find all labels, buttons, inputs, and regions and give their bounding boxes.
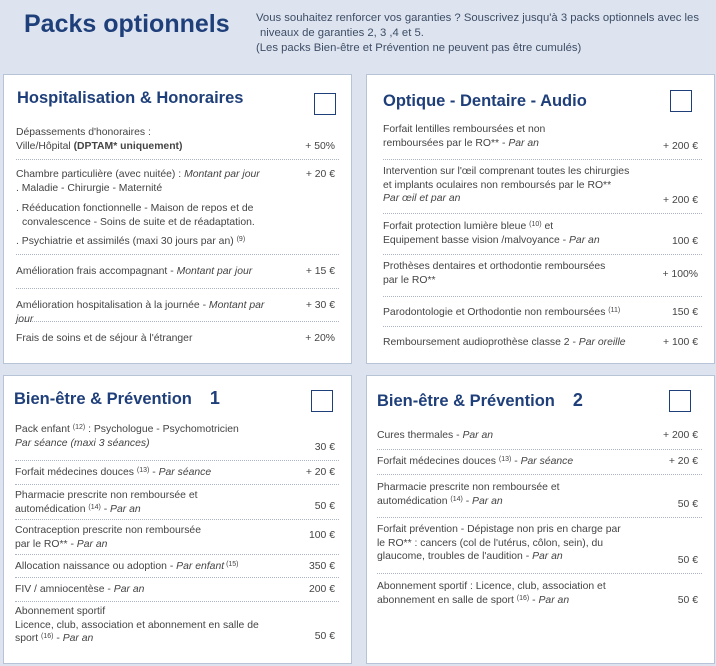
value: 30 € [314,441,335,453]
value: 150 € [671,307,698,318]
intro-line-3: (Les packs Bien-être et Prévention ne peuvent pas être cumulés) [256,42,582,54]
value: + 20 € [305,169,335,180]
list-item: Forfait lentilles remboursées et non remboursées par le RO** - Par an + 200 € [383,123,702,160]
list-item: Intervention sur l'œil comprenant toutes les chirurgies et implants oculaires non remboursés par le RO** Par œil et par an + 200 € [383,160,702,214]
value: 100 € [671,235,698,247]
list-item: Pharmacie prescrite non remboursée et automédication $^{(14)}$ - Par an 50 € [15,485,339,520]
value: + 20 € [305,467,335,478]
value: + 100% [662,269,698,280]
value: 50 € [314,500,335,512]
list-item: Abonnement sportif Licence, club, association et abonnement en salle de sport $^{(16)}$ - Par an 50 € [15,606,335,644]
list-item: Allocation naissance ou adoption - Par enfant $^{(15)}$ 350 € [15,555,339,578]
value: 50 € [677,595,698,606]
list-item: Chambre particulière (avec nuitée) : Montant par jour . Maladie - Chirurgie - Maternité . Rééducation fonctionnelle - Maison de repos et de convalescence - Soins de suite et de réadaptation. . Psychiatrie et assimilés (maxi 30 jours par an) $^{(9)}$ + 20 € [16,160,339,255]
page-header [0,0,716,70]
panel-title: Optique - Dentaire - Audio [383,92,587,110]
bien-etre-1-panel [3,375,352,664]
panel-title: Bien-être & Prévention 2 [377,390,583,410]
value: + 200 € [663,140,698,152]
value: + 50% [305,140,335,152]
bien-etre-2-checkbox-icon[interactable] [669,390,691,412]
value: + 200 € [663,430,698,441]
value: 100 € [308,530,335,541]
list-item: Amélioration hospitalisation à la journée - Montant par jour + 30 € [16,289,339,322]
list-item: Pharmacie prescrite non remboursée et automédication $^{(14)}$ - Par an 50 € [377,475,702,518]
list-item: Dépassements d'honoraires : Ville/Hôpital (DPTAM* uniquement) + 50% [16,123,339,160]
list-item: Parodontologie et Orthodontie non remboursées $^{(11)}$ 150 € [383,297,702,327]
list-item: FIV / amniocentèse - Par an 200 € [15,578,339,602]
list-item: Cures thermales - Par an + 200 € [377,426,702,450]
list-item: Forfait médecines douces $^{(13)}$ - Par séance + 20 € [15,461,339,485]
pack-number: 2 [572,390,583,410]
list-item: Remboursement audioprothèse classe 2 - Par oreille + 100 € [383,337,698,348]
pack-number: 1 [209,388,220,408]
value: 200 € [308,584,335,595]
list-item: Forfait prévention - Dépistage non pris en charge par le RO** : cancers (col de l'utérus, côlon, sein), du glaucome, troubles de l'audition - Par an 50 € [377,518,702,574]
value: + 20 € [668,456,698,467]
value: 350 € [308,561,335,572]
value: 50 € [314,630,335,642]
value: 50 € [677,554,698,566]
bien-etre-1-checkbox-icon[interactable] [311,390,333,412]
list-item: Abonnement sportif : Licence, club, association et abonnement en salle de sport $^{(16)}$ - Par an 50 € [377,581,698,606]
value: + 30 € [305,300,335,311]
list-item: Forfait protection lumière bleue $^{(10)}$ et Equipement basse vision /malvoyance - Par an 100 € [383,214,702,255]
optique-checkbox-icon[interactable] [670,90,692,112]
bien-etre-2-panel [366,375,715,664]
panel-title: Hospitalisation & Honoraires [17,89,244,107]
value: + 100 € [663,337,698,348]
list-item: Contraception prescrite non remboursée par le RO** - Par an 100 € [15,520,339,555]
list-item: Amélioration frais accompagnant - Montant par jour + 15 € [16,255,339,289]
hospitalisation-panel [3,74,352,364]
list-item: Forfait médecines douces $^{(13)}$ - Par séance + 20 € [377,450,702,475]
panel-title: Bien-être & Prévention 1 [14,388,220,408]
optique-panel [366,74,715,364]
list-item: Prothèses dentaires et orthodontie remboursées par le RO** + 100% [383,255,702,297]
intro-line-1: Vous souhaitez renforcer vos garanties ? Souscrivez jusqu'à 3 packs optionnels avec les [256,12,699,24]
value: + 15 € [305,266,335,277]
list-item: Pack enfant $^{(12)}$ : Psychologue - Psychomotricien Par séance (maxi 3 séances) 30 € [15,423,339,461]
intro-text [256,11,716,56]
intro-line-2: niveaux de garanties 2, 3 ,4 et 5. [260,27,424,39]
value: + 20% [305,333,335,344]
list-item: Frais de soins et de séjour à l'étranger + 20% [16,333,335,344]
value: 50 € [677,498,698,510]
page-title: Packs optionnels [24,10,230,38]
value: + 200 € [663,194,698,206]
hospitalisation-checkbox-icon[interactable] [314,93,336,115]
